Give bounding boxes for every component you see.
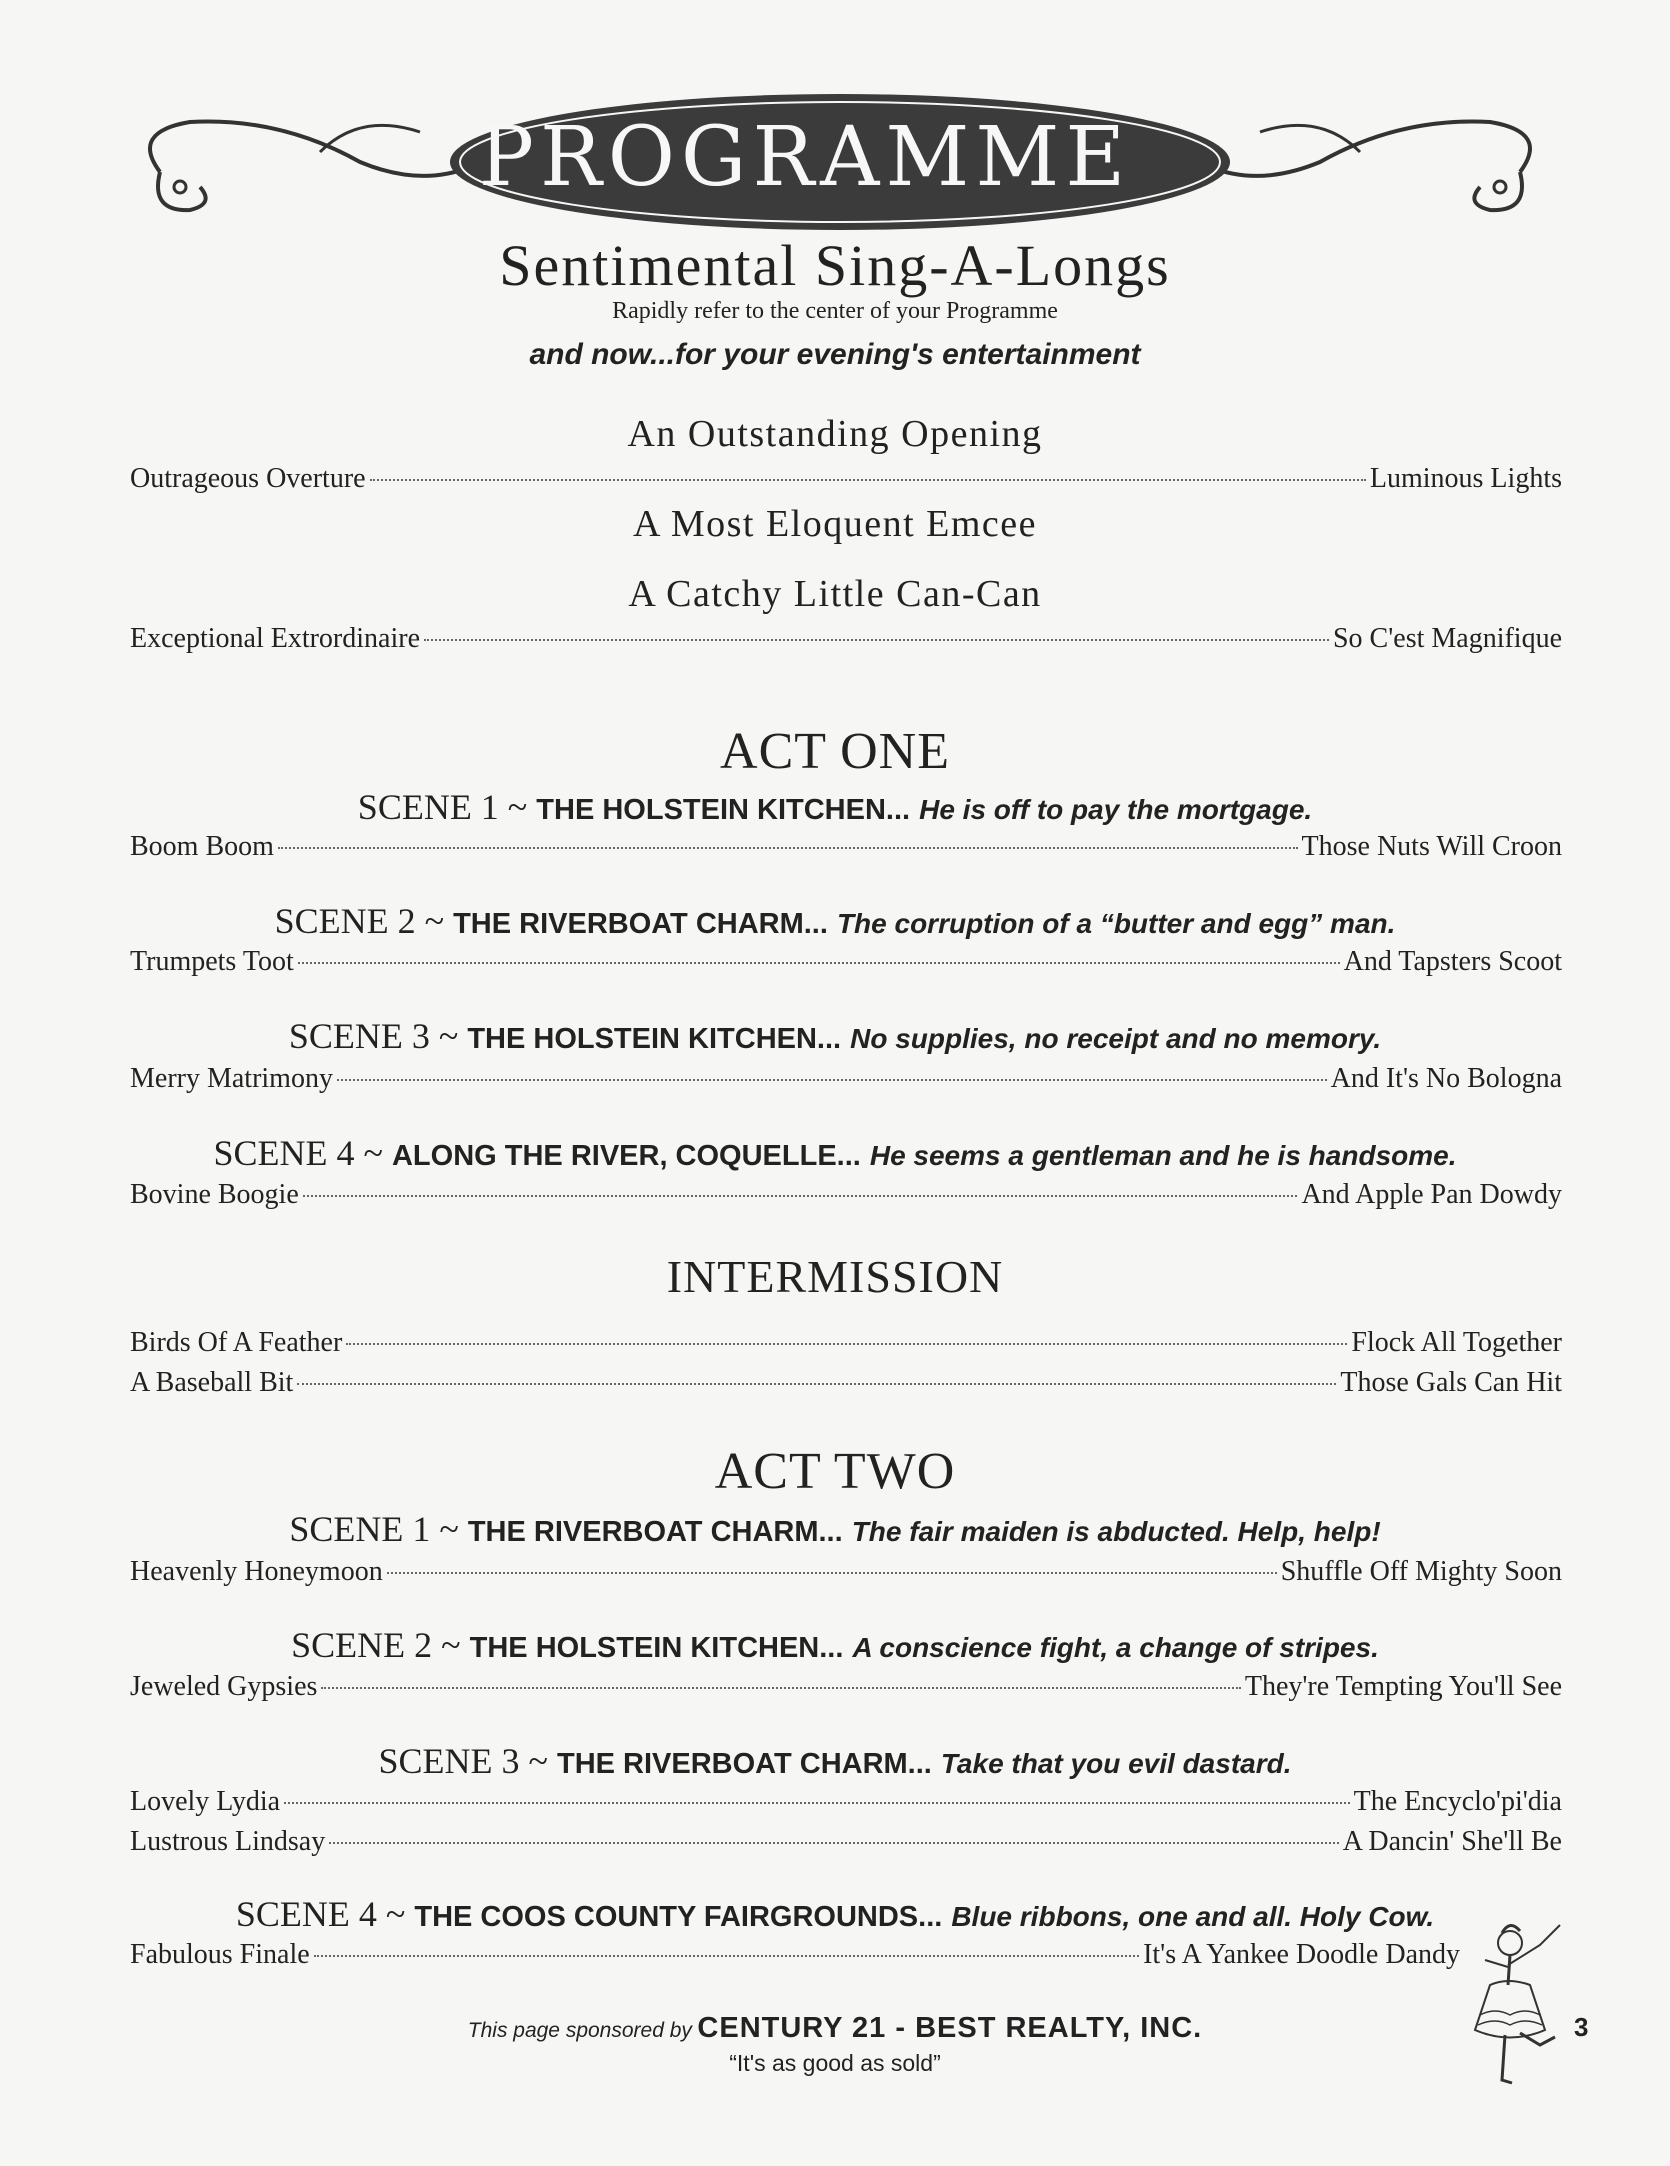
scene-description: No supplies, no receipt and no memory.: [850, 1023, 1382, 1054]
item-right: Shuffle Off Mighty Soon: [1280, 1556, 1562, 1587]
item-left: Exceptional Extrordinaire: [130, 623, 420, 654]
list-item: [130, 1326, 1562, 1360]
scene-number: SCENE 2 ~: [274, 901, 445, 941]
list-item: [130, 945, 1562, 979]
scene-number: SCENE 2 ~: [291, 1625, 461, 1665]
leader-dots: [370, 479, 1366, 481]
refer-note: Rapidly refer to the center of your Programme: [612, 298, 1058, 324]
intermission-heading: INTERMISSION: [666, 1251, 1004, 1302]
scene-description: The fair maiden is abducted. Help, help!: [851, 1516, 1381, 1547]
scene-place: THE COOS COUNTY FAIRGROUNDS...: [414, 1901, 943, 1933]
subtitle: Sentimental Sing-A-Longs: [499, 233, 1171, 298]
scene-place: THE RIVERBOAT CHARM...: [467, 1516, 843, 1548]
emcee-heading: A Most Eloquent Emcee: [632, 503, 1038, 545]
scene-heading: [0, 1893, 1670, 1935]
list-item: [130, 1825, 1562, 1859]
item-left: Trumpets Toot: [130, 946, 294, 977]
scene-place: THE HOLSTEIN KITCHEN...: [469, 1632, 844, 1664]
scene-description: Blue ribbons, one and all. Holy Cow.: [951, 1901, 1435, 1932]
item-left: Fabulous Finale: [130, 1939, 310, 1970]
list-item: [130, 1178, 1562, 1212]
list-item: [130, 1366, 1562, 1400]
sponsor-prefix: This page sponsored by: [467, 2019, 692, 2042]
scene-heading: [0, 1740, 1670, 1782]
item-right: Those Gals Can Hit: [1340, 1367, 1562, 1398]
act-one-heading: ACT ONE: [720, 723, 950, 780]
scene-heading: [0, 1015, 1670, 1057]
leader-dots: [321, 1687, 1240, 1689]
item-right: The Encyclo'pi'dia: [1353, 1786, 1562, 1817]
item-right: Luminous Lights: [1369, 463, 1562, 494]
scene-place: THE RIVERBOAT CHARM...: [557, 1748, 932, 1780]
scene-description: The corruption of a “butter and egg” man.: [836, 908, 1396, 939]
scene-number: SCENE 3 ~: [288, 1016, 459, 1056]
item-right: Those Nuts Will Croon: [1301, 831, 1562, 862]
scene-heading: [0, 1132, 1670, 1174]
programme-title: PROGRAMME: [478, 110, 1132, 205]
list-item: [130, 830, 1562, 864]
item-right: It's A Yankee Doodle Dandy: [1143, 1939, 1460, 1970]
item-right: So C'est Magnifique: [1332, 623, 1562, 654]
leader-dots: [314, 1955, 1139, 1957]
list-item: [130, 1670, 1562, 1704]
scene-heading: [0, 900, 1670, 942]
list-item: [130, 1785, 1562, 1819]
item-left: Outrageous Overture: [130, 463, 366, 494]
list-item: [130, 622, 1562, 656]
item-right: They're Tempting You'll See: [1244, 1671, 1562, 1702]
leader-dots: [303, 1195, 1298, 1197]
scene-heading: [0, 786, 1670, 828]
leader-dots: [298, 962, 1340, 964]
scene-description: Take that you evil dastard.: [940, 1748, 1292, 1779]
item-left: Boom Boom: [130, 831, 274, 862]
scene-number: SCENE 4 ~: [235, 1894, 406, 1934]
act-two-heading: ACT TWO: [714, 1443, 956, 1500]
item-left: Bovine Boogie: [130, 1179, 299, 1210]
list-item: [130, 1555, 1562, 1589]
cancan-heading: A Catchy Little Can-Can: [628, 573, 1042, 615]
list-item: [130, 1062, 1562, 1096]
page-number: 3: [1574, 2012, 1589, 2042]
scene-number: SCENE 4 ~: [213, 1133, 383, 1173]
scene-heading: [0, 1508, 1670, 1550]
item-left: Jeweled Gypsies: [130, 1671, 318, 1702]
leader-dots: [297, 1383, 1336, 1385]
item-left: Lustrous Lindsay: [130, 1826, 326, 1857]
leader-dots: [329, 1842, 1338, 1844]
item-right: Flock All Together: [1351, 1327, 1562, 1358]
list-item: [130, 1938, 1460, 1972]
scene-place: THE HOLSTEIN KITCHEN...: [536, 794, 911, 826]
scene-place: THE RIVERBOAT CHARM...: [453, 908, 828, 940]
leader-dots: [424, 639, 1329, 641]
item-left: Merry Matrimony: [130, 1063, 333, 1094]
leader-dots: [387, 1572, 1277, 1574]
leader-dots: [278, 847, 1298, 849]
sponsor-line: [0, 2012, 1670, 2045]
sponsor-name: CENTURY 21 - BEST REALTY, INC.: [697, 2012, 1203, 2044]
scene-heading: [0, 1624, 1670, 1666]
leader-dots: [284, 1802, 1350, 1804]
item-left: A Baseball Bit: [130, 1367, 294, 1398]
item-right: A Dancin' She'll Be: [1342, 1826, 1562, 1857]
scene-number: SCENE 1 ~: [289, 1509, 459, 1549]
item-left: Heavenly Honeymoon: [130, 1556, 383, 1587]
scene-number: SCENE 3 ~: [378, 1741, 548, 1781]
item-right: And It's No Bologna: [1330, 1063, 1562, 1094]
sponsor-motto: “It's as good as sold”: [729, 2050, 941, 2076]
tagline: and now...for your evening's entertainment: [529, 338, 1141, 371]
item-left: Lovely Lydia: [130, 1786, 281, 1817]
scene-description: A conscience fight, a change of stripes.: [852, 1632, 1379, 1663]
item-right: And Apple Pan Dowdy: [1301, 1179, 1562, 1210]
scene-description: He is off to pay the mortgage.: [919, 794, 1313, 825]
leader-dots: [337, 1079, 1327, 1081]
scene-description: He seems a gentleman and he is handsome.: [869, 1140, 1457, 1171]
scene-number: SCENE 1 ~: [357, 787, 528, 827]
list-item: [130, 462, 1562, 496]
leader-dots: [346, 1343, 1347, 1345]
opening-heading: An Outstanding Opening: [627, 413, 1043, 455]
scene-place: THE HOLSTEIN KITCHEN...: [467, 1023, 842, 1055]
item-right: And Tapsters Scoot: [1343, 946, 1562, 977]
scene-place: ALONG THE RIVER, COQUELLE...: [391, 1140, 861, 1172]
item-left: Birds Of A Feather: [130, 1327, 343, 1358]
